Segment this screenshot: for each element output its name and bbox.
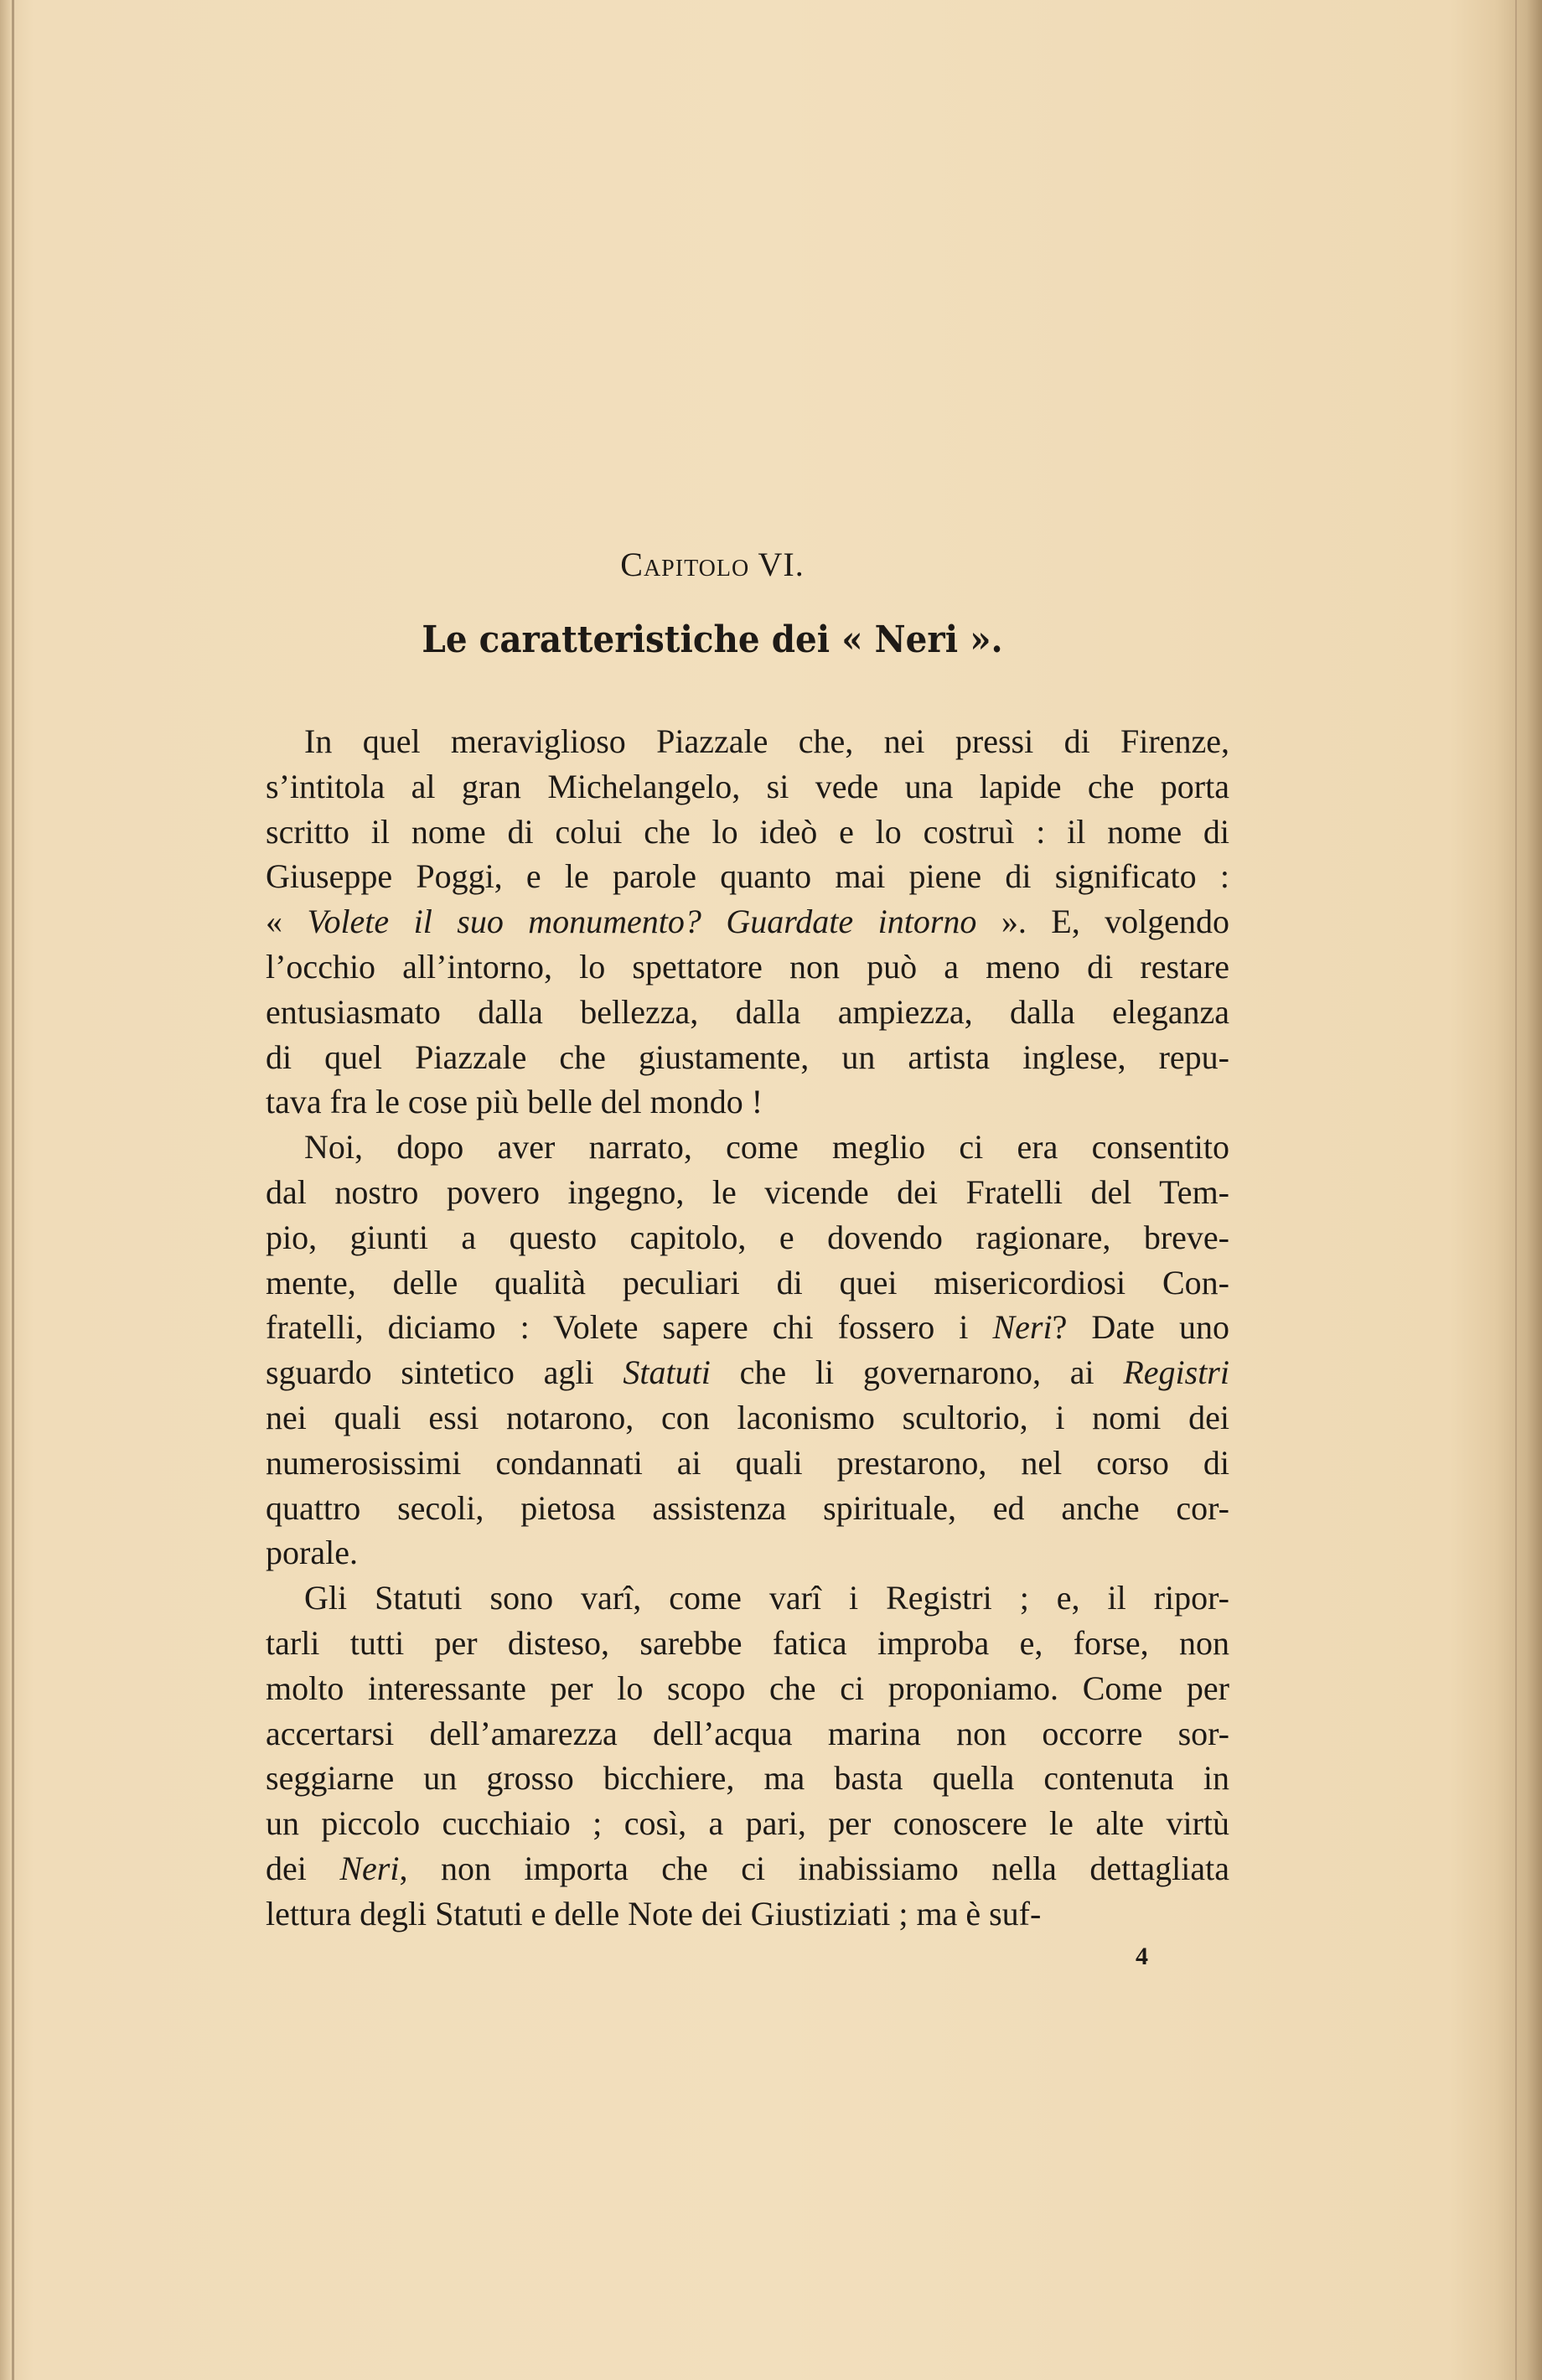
italic-text: Statuti (623, 1353, 711, 1392)
text-segment: che li governarono, ai (710, 1353, 1124, 1392)
page-right-edge (1515, 0, 1517, 2380)
paragraph (266, 1125, 1229, 1575)
text-segment: di quel Piazzale che giustamente, un artista inglese, repu- (266, 1037, 1229, 1076)
text-line (266, 1846, 1229, 1891)
text-segment: un piccolo cucchiaio ; così, a pari, per conoscere le alte virtù (266, 1804, 1229, 1843)
text-segment: Noi, dopo aver narrato, come meglio ci era consentito (304, 1128, 1229, 1167)
paragraph (266, 719, 1229, 1125)
text-line (266, 1621, 1229, 1666)
text-segment: quattro secoli, pietosa assistenza spirituale, ed anche cor- (266, 1488, 1229, 1527)
text-segment: « (266, 903, 308, 941)
text-line (266, 1711, 1229, 1757)
text-line (266, 854, 1229, 899)
text-segment: Giuseppe Poggi, e le parole quanto mai piene di significato : (266, 857, 1229, 896)
text-line (266, 1170, 1229, 1215)
text-line (266, 1486, 1229, 1531)
text-line (266, 1079, 1229, 1125)
text-line (266, 1305, 1229, 1350)
text-segment: nei quali essi notarono, con laconismo scultorio, i nomi dei (266, 1398, 1229, 1436)
text-line (266, 1666, 1229, 1711)
text-line (266, 1125, 1229, 1170)
paragraph (266, 1575, 1229, 1936)
text-segment: porale. (266, 1534, 358, 1572)
text-segment: dal nostro povero ingegno, le vicende dei Fratelli del Tem- (266, 1172, 1229, 1211)
text-line (266, 1350, 1229, 1395)
text-line (266, 764, 1229, 810)
chapter-heading: Capitolo VI. (620, 546, 805, 583)
italic-text: Neri (992, 1308, 1053, 1347)
text-line (266, 899, 1229, 944)
text-line (266, 1035, 1229, 1080)
text-segment: mente, delle qualità peculiari di quei misericordiosi Con- (266, 1263, 1229, 1301)
page-number: 4 (1136, 1943, 1148, 1970)
text-segment: tarli tutti per disteso, sarebbe fatica improba e, forse, non (266, 1623, 1229, 1662)
text-line (266, 990, 1229, 1035)
text-segment: dei (266, 1849, 340, 1887)
text-line (266, 810, 1229, 855)
text-segment: s’intitola al gran Michelangelo, si vede una lapide che porta (266, 767, 1229, 805)
text-line (266, 1575, 1229, 1621)
text-line (266, 944, 1229, 990)
text-line (266, 1260, 1229, 1306)
text-segment: ? Date uno (1052, 1308, 1229, 1347)
text-segment: ». E, volgendo (976, 903, 1230, 941)
text-segment: pio, giunti a questo capitolo, e dovendo ragionare, breve- (266, 1218, 1229, 1256)
text-segment: sguardo sintetico agli (266, 1353, 624, 1392)
text-segment: tava fra le cose più belle del mondo ! (266, 1083, 763, 1121)
text-line (266, 1801, 1229, 1846)
text-segment: entusiasmato dalla bellezza, dalla ampiezza, dalla eleganza (266, 992, 1229, 1031)
text-segment: fratelli, diciamo : Volete sapere chi fossero i (266, 1308, 993, 1347)
text-line (266, 1530, 1229, 1575)
italic-text: Registri (1123, 1353, 1229, 1392)
text-segment: numerosissimi condannati ai quali prestarono, nel corso di (266, 1443, 1229, 1482)
text-segment: , non importa che ci inabissiamo nella dettagliata (399, 1849, 1229, 1887)
text-segment: accertarsi dell’amarezza dell’acqua marina non occorre sor- (266, 1714, 1229, 1752)
text-segment: lettura degli Statuti e delle Note dei Giustiziati ; ma è suf- (266, 1894, 1042, 1932)
text-segment: In quel meraviglioso Piazzale che, nei pressi di Firenze, (304, 722, 1229, 760)
italic-text: Neri (339, 1849, 400, 1887)
page-left-edge (12, 0, 14, 2380)
text-segment: scritto il nome di colui che lo ideò e lo costruì : il nome di (266, 812, 1229, 851)
text-line (266, 1395, 1229, 1441)
text-segment: molto interessante per lo scopo che ci proponiamo. Come per (266, 1669, 1229, 1707)
text-segment: l’occhio all’intorno, lo spettatore non può a meno di restare (266, 947, 1229, 986)
body-text (266, 719, 1229, 1937)
text-line (266, 1215, 1229, 1260)
text-line (266, 1441, 1229, 1486)
text-segment: Gli Statuti sono varî, come varî i Registri ; e, il ripor- (304, 1579, 1229, 1617)
text-segment: seggiarne un grosso bicchiere, ma basta quella contenuta in (266, 1759, 1229, 1798)
text-line (266, 719, 1229, 764)
text-line (266, 1891, 1229, 1937)
chapter-title: Le caratteristiche dei « Neri ». (422, 618, 1003, 661)
italic-text: Volete il suo monumento? Guardate intorno (307, 903, 977, 941)
text-line (266, 1756, 1229, 1801)
